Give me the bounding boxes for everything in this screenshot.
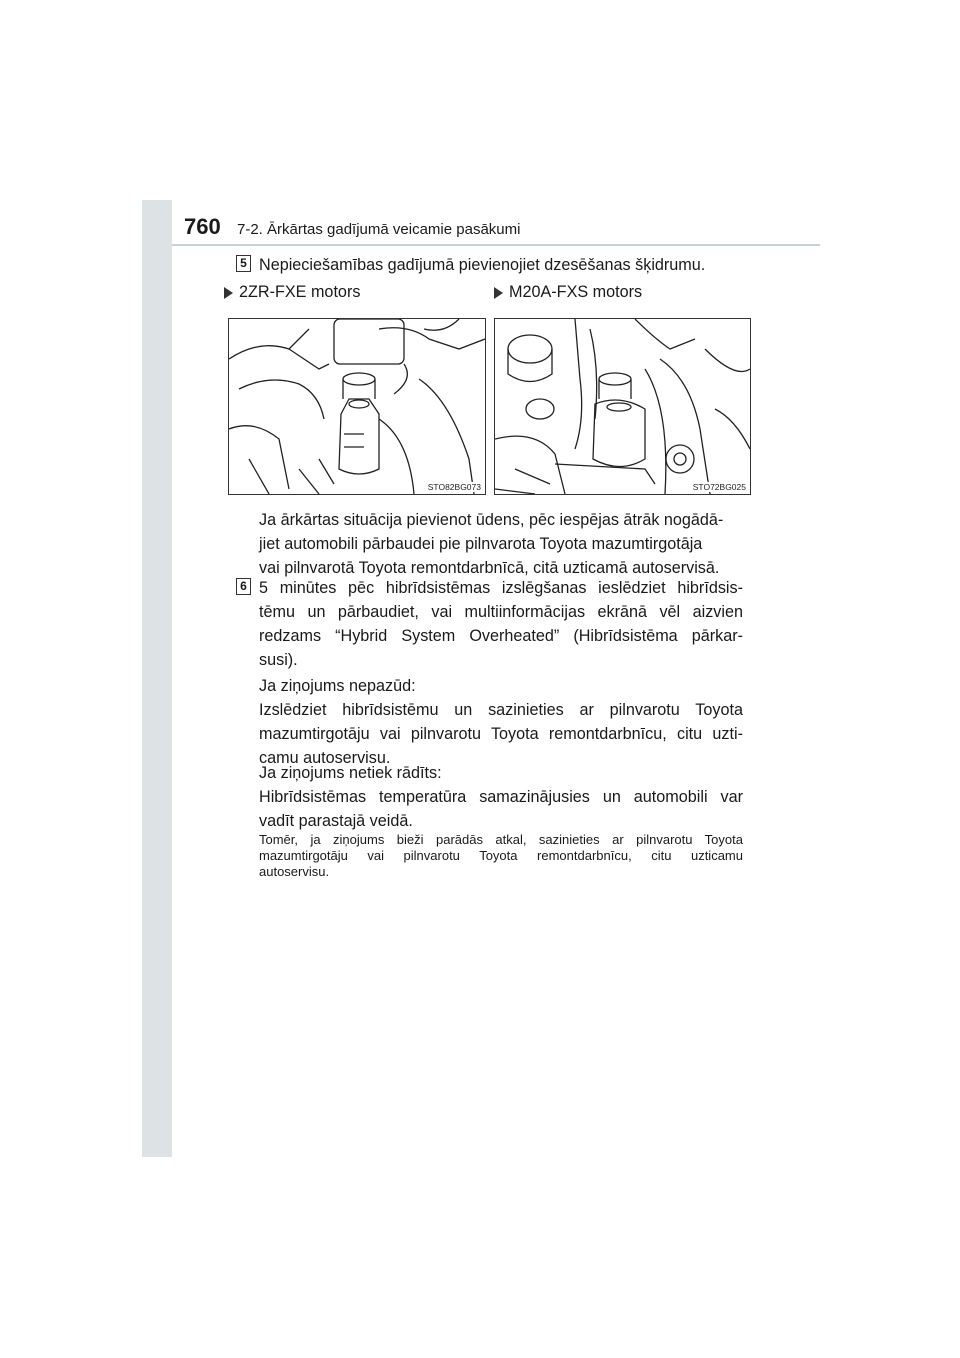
illustration-m20a-coolant [494,318,751,495]
engine-drawing-2zr [229,319,485,494]
case-message-persists: Ja ziņojums nepazūd: Izslēdziet hibrīdsistēmu un sazinieties ar pilnvarotu Toyota mazumtirgotāju vai pilnvarotu Toyota remontdarbnīcu, citu uzti- camu autoservisu. [259,677,743,767]
illustration-2zr-coolant [228,318,486,495]
step-5-badge: 5 [236,255,251,272]
header-divider [172,244,820,246]
recurrence-note: Tomēr, ja ziņojums bieži parādās atkal, sazinieties ar pilnvarotu Toyota mazumtirgotāju vai pilnvarotu Toyota remontdarbnīcu, citu uzticamu autoservisu. [259,832,743,879]
figure-label-m20a: M20A-FXS motors [494,283,642,302]
side-tab-bar [142,200,172,1157]
engine-drawing-m20a [495,319,750,494]
chapter-title: 7-2. Ārkārtas gadījumā veicamie pasākumi [237,221,521,238]
case-message-cleared: Ja ziņojums netiek rādīts: Hibrīdsistēmas temperatūra samazinājusies un automobili var vadīt parastajā veidā. [259,764,743,830]
water-note: Ja ārkārtas situācija pievienot ūdens, pēc iespējas ātrāk nogādā- jiet automobili pārbaudei pie pilnvarota Toyota mazumtirgotāja vai pilnvarotā Toyota remontdarbnīcā, citā uzticamā autoservisā. [259,511,724,577]
triangle-bullet-icon [224,287,233,299]
step-6-badge: 6 [236,578,251,595]
triangle-bullet-icon [494,287,503,299]
figure-code: STO82BG073 [427,482,481,492]
step-6-text: 5 minūtes pēc hibrīdsistēmas izslēgšanas ieslēdziet hibrīdsis- tēmu un pārbaudiet, vai multiinformācijas ekrānā vēl aizvien redzams “Hybrid System Overheated” (Hibrīdsistēma pārkar- susi). [259,579,743,669]
page-number: 760 [184,214,221,239]
figure-code: STO72BG025 [692,482,746,492]
step-5-text: Nepieciešamības gadījumā pievienojiet dzesēšanas šķidrumu. [259,256,706,274]
figure-label-2zr: 2ZR-FXE motors [224,283,360,302]
